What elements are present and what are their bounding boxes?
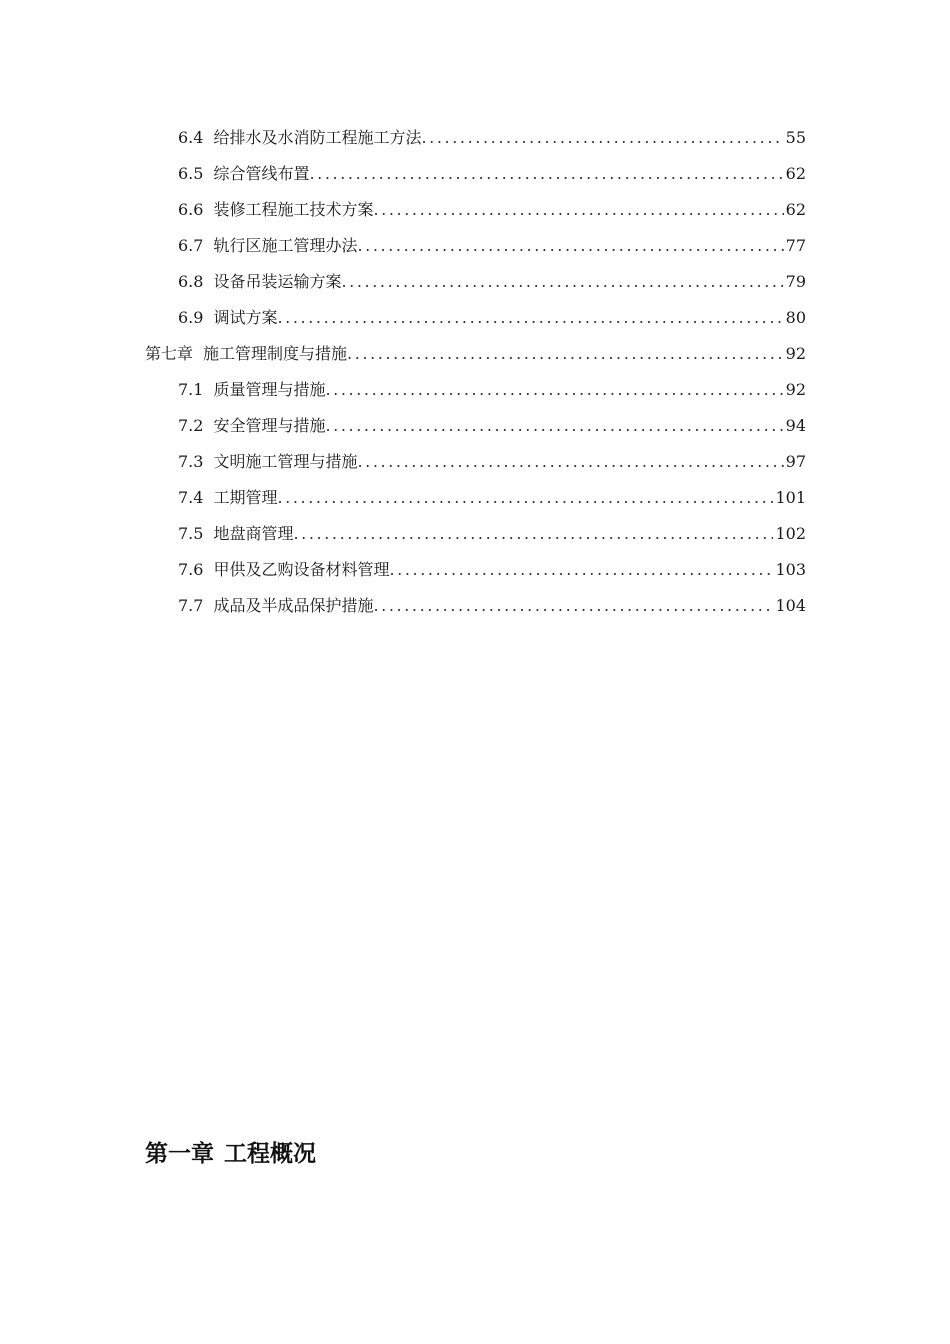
toc-entry-7-4[interactable] [145,480,806,516]
toc-entry-page: 55 [785,128,806,147]
toc-entry-title: 文明施工管理与措施 [213,452,358,471]
toc-entry-title: 装修工程施工技术方案 [213,200,374,219]
toc-entry-6-8[interactable] [145,264,806,300]
toc-entry-page: 79 [785,272,806,291]
toc-dot-leader [277,480,773,516]
toc-entry-page: 102 [775,524,806,543]
toc-entry-number: 7.7 [178,596,204,615]
toc-entry-title: 安全管理与措施 [213,416,326,435]
toc-entry-title: 给排水及水消防工程施工方法 [213,128,422,147]
toc-entry-page: 97 [785,452,806,471]
toc-entry-page: 103 [775,560,806,579]
toc-entry-page: 77 [785,236,806,255]
toc-dot-leader [347,336,784,372]
toc-entry-number: 6.9 [178,308,204,327]
toc-entry-number: 6.5 [178,164,204,183]
toc-entry-title: 质量管理与措施 [213,380,326,399]
toc-entry-6-5[interactable] [145,156,806,192]
toc-entry-7-7[interactable] [145,588,806,624]
chapter-title: 工程概况 [224,1141,316,1167]
toc-dot-leader [325,372,783,408]
toc-entry-title: 工期管理 [213,488,278,507]
toc-dot-leader [309,156,783,192]
toc-dot-leader [357,444,783,480]
toc-dot-leader [293,516,773,552]
toc-entry-number: 6.4 [178,128,204,147]
toc-dot-leader [373,588,773,624]
toc-entry-page: 62 [785,200,806,219]
toc-entry-number: 7.2 [178,416,204,435]
toc-dot-leader [421,120,783,156]
toc-entry-6-7[interactable] [145,228,806,264]
toc-entry-number: 7.3 [178,452,204,471]
toc-entry-page: 94 [785,416,806,435]
toc-entry-number: 6.6 [178,200,204,219]
toc-entry-number: 7.4 [178,488,204,507]
toc-entry-7-5[interactable] [145,516,806,552]
toc-dot-leader [357,228,783,264]
toc-entry-page: 80 [785,308,806,327]
toc-entry-6-9[interactable] [145,300,806,336]
toc-entry-title: 成品及半成品保护措施 [213,596,374,615]
toc-dot-leader [277,300,783,336]
toc-dot-leader [389,552,773,588]
toc-entry-number: 7.1 [178,380,204,399]
chapter-number: 第一章 [145,1141,214,1167]
toc-entry-page: 92 [785,380,806,399]
toc-entry-page: 92 [785,344,806,363]
toc-entry-title: 轨行区施工管理办法 [213,236,358,255]
toc-dot-leader [325,408,783,444]
toc-entry-number: 6.7 [178,236,204,255]
toc-entry-page: 101 [775,488,806,507]
toc-dot-leader [341,264,783,300]
toc-entry-7-2[interactable] [145,408,806,444]
toc-entry-number: 7.6 [178,560,204,579]
toc-entry-number: 6.8 [178,272,204,291]
chapter-heading [145,1136,316,1172]
toc-entry-title: 地盘商管理 [213,524,294,543]
toc-entry-number: 7.5 [178,524,204,543]
toc-entry-number: 第七章 [145,344,194,363]
toc-entry-title: 甲供及乙购设备材料管理 [213,560,390,579]
toc-entry-title: 调试方案 [213,308,278,327]
toc-dot-leader [373,192,783,228]
toc-entry-7-6[interactable] [145,552,806,588]
toc-entry-page: 62 [785,164,806,183]
toc-entry-title: 施工管理制度与措施 [203,344,348,363]
toc-entry-chapter-7[interactable] [145,336,806,372]
toc-entry-7-1[interactable] [145,372,806,408]
toc-entry-title: 设备吊装运输方案 [213,272,342,291]
toc-entry-page: 104 [775,596,806,615]
toc-entry-6-6[interactable] [145,192,806,228]
table-of-contents [145,120,806,624]
toc-entry-6-4[interactable] [145,120,806,156]
toc-entry-title: 综合管线布置 [213,164,310,183]
toc-entry-7-3[interactable] [145,444,806,480]
